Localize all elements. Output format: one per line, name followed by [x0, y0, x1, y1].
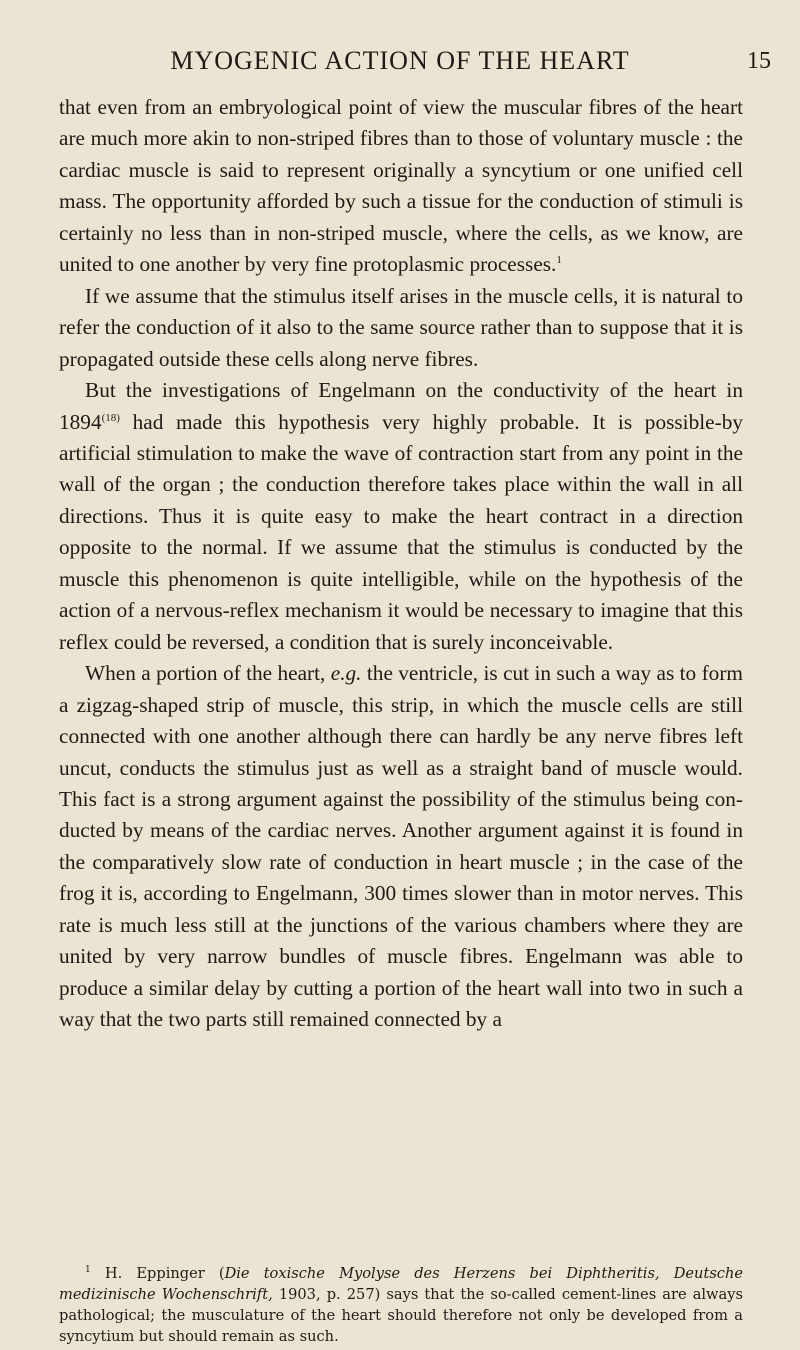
paragraph-4 [59, 658, 743, 1035]
paragraph-1-text: that even from an embryological point of view the muscular fibres of the heart are much more akin to non-striped fibres than to those of voluntary muscle : the cardiac muscle is said to represent originally a syncytium or one unified cell mass. The opportunity afforded by such a tissue for the conduction of stimuli is certainly no less than in non-striped muscle, where the cells, as we know, are united to one another by very fine protoplasmic processes. [59, 95, 743, 277]
paragraph-3 [59, 375, 743, 658]
footnotes [59, 1263, 743, 1347]
footnote-1-mark: 1 [85, 1265, 91, 1275]
footnote-1-rest: 1903, p. 257) says that the so-called cement-lines are always pathological; the musculature of the heart should therefore not only be developed from a syncytium but should remain as such. [59, 1286, 743, 1345]
paragraph-1 [59, 92, 743, 281]
footnote-1-title: Die toxische Myolyse des Herzens bei Diphtheritis, Deutsche medizinische Wochenschrift, [59, 1265, 744, 1303]
page-number: 15 [747, 48, 771, 74]
reference-number: (18) [101, 411, 120, 424]
paragraph-3-lead: But the investigations of Engelmann on the conductivity of the heart in 1894 [59, 378, 743, 434]
body-text [59, 92, 743, 1036]
paragraph-4-lead: When a portion of the heart, [85, 661, 331, 686]
paragraph-4-rest: the ventricle, is cut in such a way as to form a zigzag-shaped strip of muscle, this strip, in which the muscle cells are still connected with one another although there can hardly be any nerve fibres left uncut, conducts the stimulus just as well as a straight band of muscle would. This fact is a strong argument against the possibility of the stimulus being conducted by means of the cardiac nerves. Another argument against it is found in the comparatively slow rate of conduction in heart muscle ; in the case of the frog it is, according to Engelmann, 300 times slower than in motor nerves. This rate is much less still at the junctions of the various chambers where they are united by very narrow bundles of muscle fibres. Engelmann was able to produce a similar delay by cutting a portion of the heart wall into two in such a way that the two parts still remained connected by a [59, 661, 743, 1032]
running-title: MYOGENIC ACTION OF THE HEART [170, 46, 630, 75]
footnote-marker: 1 [556, 254, 562, 267]
running-head [0, 44, 800, 80]
paragraph-4-italic: e.g. [330, 661, 362, 686]
footnote-1-author: H. Eppinger ( [104, 1265, 225, 1282]
paragraph-3-rest: had made this hypothesis very highly probable. It is possible-by artificial stimulation to make the wave of contraction start from any point in the wall of the organ ; the conduction therefore takes place within the wall in all directions. Thus it is quite easy to make the heart contract in a direction opposite to the normal. If we assume that the stimulus is conducted by the muscle this phenomenon is quite intelligible, while on the hypothesis of the action of a nervous-reflex mechanism it would be necessary to imagine that this reflex could be reversed, a condition that is surely inconceivable. [59, 409, 743, 654]
footnote-1 [59, 1263, 743, 1347]
paragraph-2: If we assume that the stimulus itself arises in the muscle cells, it is natural to refer the conduction of it also to the same source rather than to suppose that it is propagated outside these cells along nerve fibres. [59, 283, 743, 371]
